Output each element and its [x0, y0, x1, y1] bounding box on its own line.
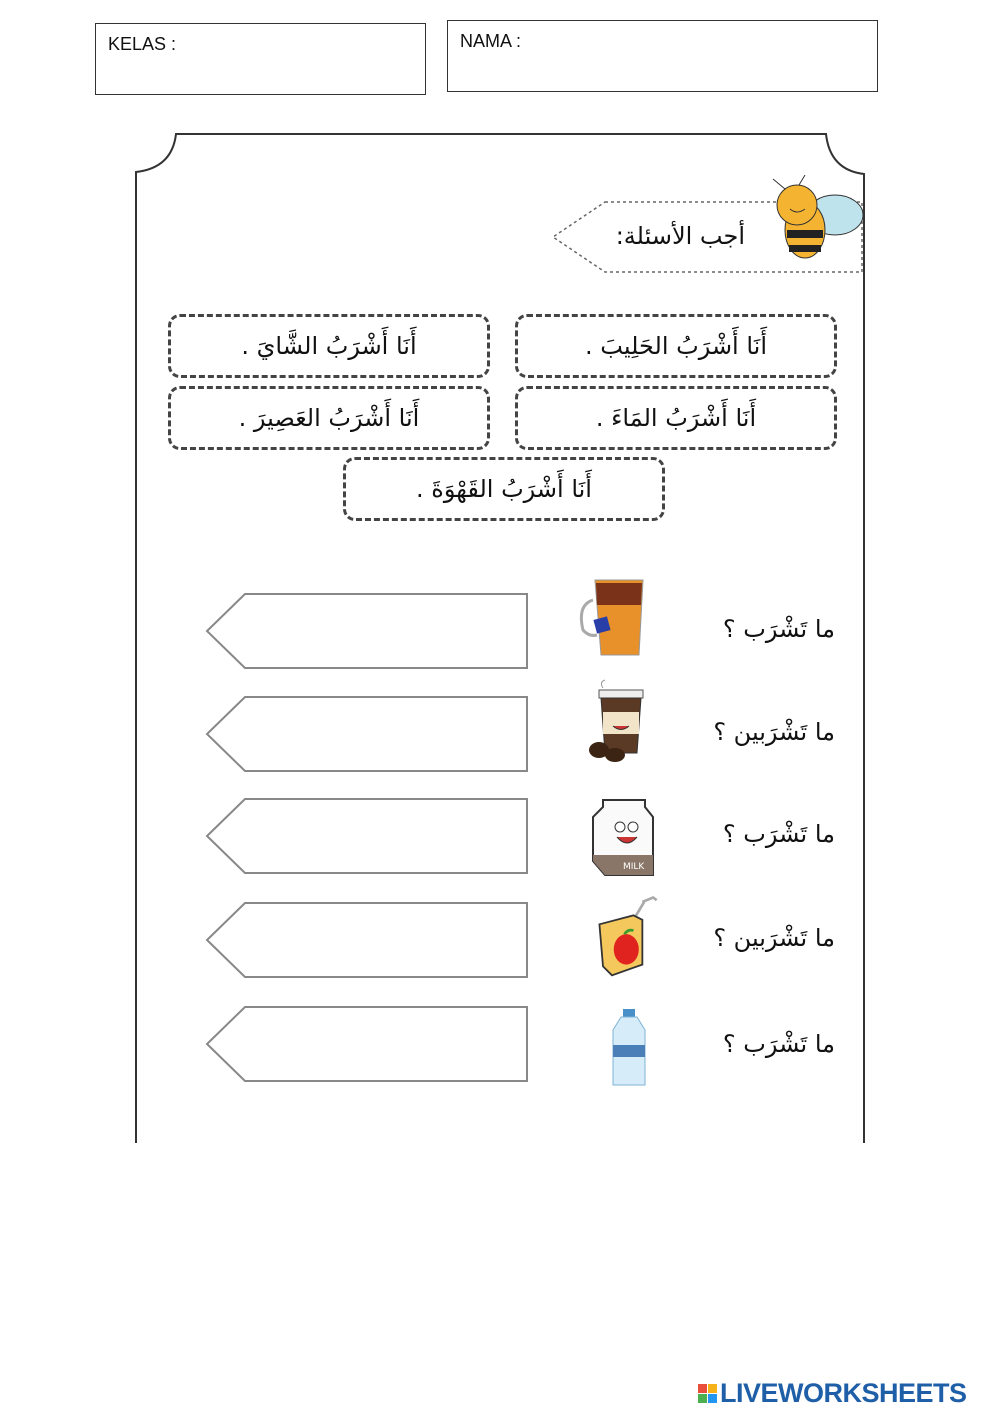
- liveworksheets-logo: [698, 1378, 967, 1409]
- logo-text: LIVEWORKSHEETS: [720, 1378, 967, 1408]
- nama-label: NAMA :: [460, 31, 522, 51]
- option-tea[interactable]: أَنَا أَشْرَبُ الشَّايَ .: [168, 314, 490, 378]
- juice-icon: [575, 893, 665, 978]
- answer-input-3[interactable]: [250, 806, 524, 866]
- answer-box-3: [205, 798, 528, 874]
- question-1: ما تَشْرَب ؟: [722, 615, 835, 643]
- answer-input-4[interactable]: [250, 910, 524, 970]
- water-bottle-icon: [575, 1005, 665, 1090]
- answer-box-5: [205, 1006, 528, 1082]
- answer-input-1[interactable]: [250, 601, 524, 661]
- logo-icon: [698, 1384, 717, 1403]
- option-juice[interactable]: أَنَا أَشْرَبُ العَصِيرَ .: [168, 386, 490, 450]
- answer-input-2[interactable]: [250, 704, 524, 764]
- answer-box-4: [205, 902, 528, 978]
- question-5: ما تَشْرَب ؟: [722, 1030, 835, 1058]
- tea-icon: [575, 575, 665, 660]
- milk-icon: [575, 795, 665, 880]
- option-water[interactable]: أَنَا أَشْرَبُ المَاءَ .: [515, 386, 837, 450]
- answer-input-5[interactable]: [250, 1014, 524, 1074]
- question-4: ما تَشْرَبين ؟: [713, 924, 835, 952]
- bee-icon: [765, 175, 865, 265]
- answer-box-2: [205, 696, 528, 772]
- option-milk[interactable]: أَنَا أَشْرَبُ الحَلِيبَ .: [515, 314, 837, 378]
- instruction-text: أجب الأسئلة:: [615, 222, 745, 250]
- option-coffee[interactable]: أَنَا أَشْرَبُ القَهْوَةَ .: [343, 457, 665, 521]
- question-3: ما تَشْرَب ؟: [722, 820, 835, 848]
- answer-box-1: [205, 593, 528, 669]
- question-2: ما تَشْرَبين ؟: [713, 718, 835, 746]
- coffee-icon: [575, 678, 665, 763]
- kelas-label: KELAS :: [108, 34, 177, 54]
- milk-label: MILK: [623, 862, 645, 872]
